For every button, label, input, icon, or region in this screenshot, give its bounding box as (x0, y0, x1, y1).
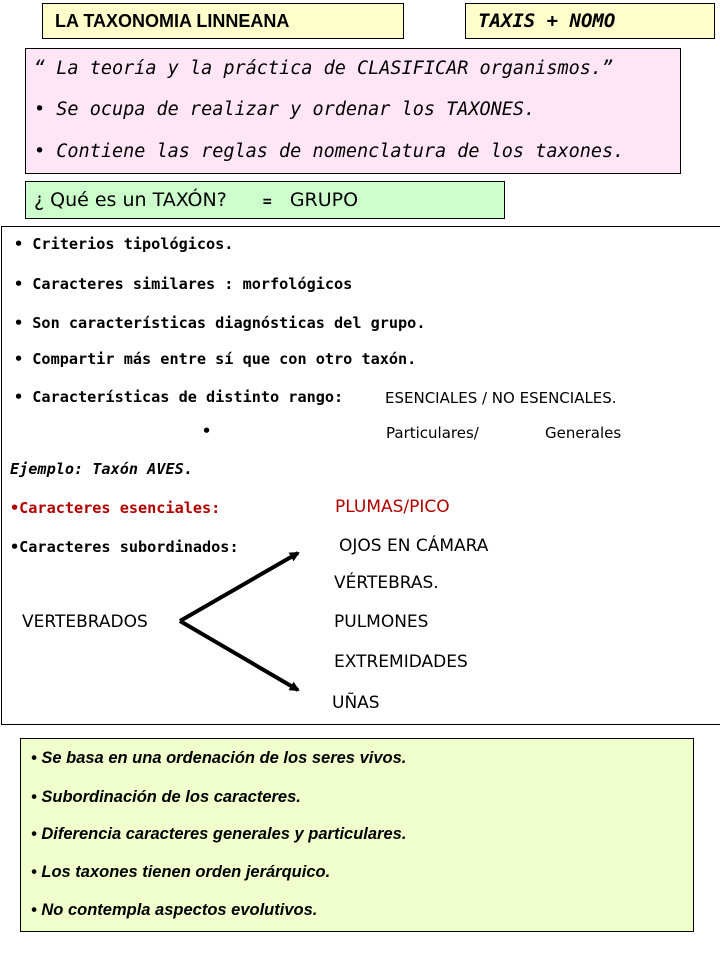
definition-line: • Se ocupa de realizar y ordenar los TAXONES. (34, 99, 536, 120)
summary-item: • Se basa en una ordenación de los seres vivos. (31, 749, 407, 767)
equals-sign: = (262, 192, 272, 210)
criteria-item: • Son características diagnósticas del grupo. (14, 314, 426, 332)
subordinate-label: •Caracteres subordinados: (10, 538, 239, 556)
question-text: ¿ Qué es un TAXÓN? (34, 189, 227, 211)
rank-values: ESENCIALES / NO ESENCIALES. (385, 389, 617, 407)
question-answer: GRUPO (289, 189, 359, 211)
arrow-down (180, 621, 298, 690)
criteria-item: • Compartir más entre sí que con otro taxón. (14, 350, 417, 368)
summary-box (20, 738, 694, 932)
generales-label: Generales (545, 424, 622, 442)
essential-value: PLUMAS/PICO (335, 497, 450, 517)
subordinate-value: OJOS EN CÁMARA (339, 536, 489, 556)
subordinate-value: EXTREMIDADES (334, 652, 468, 672)
subordinate-value: UÑAS (332, 693, 380, 713)
summary-item: • Los taxones tienen orden jerárquico. (31, 863, 331, 881)
summary-item: • Subordinación de los caracteres. (31, 788, 301, 806)
definition-line: • Contiene las reglas de nomenclatura de los taxones. (34, 141, 625, 162)
essential-label: •Caracteres esenciales: (10, 499, 221, 517)
etymology-text: TAXIS + NOMO (478, 10, 616, 32)
definition-line: “ La teoría y la práctica de CLASIFICAR organismos.” (34, 58, 614, 79)
subordinate-value: VÉRTEBRAS. (334, 573, 439, 593)
criteria-item: • Características de distinto rango: (14, 388, 344, 406)
arrow-up (180, 553, 298, 621)
page-title: LA TAXONOMIA LINNEANA (55, 11, 290, 31)
summary-item: • No contempla aspectos evolutivos. (31, 901, 318, 919)
particulares-label: Particulares/ (386, 424, 479, 442)
sub-bullet: • (202, 422, 212, 440)
criteria-item: • Criterios tipológicos. (14, 235, 234, 253)
subordinate-value: PULMONES (334, 612, 429, 632)
group-label: VERTEBRADOS (22, 612, 148, 632)
summary-item: • Diferencia caracteres generales y particulares. (31, 825, 407, 843)
example-heading: Ejemplo: Taxón AVES. (10, 460, 193, 478)
criteria-item: • Caracteres similares : morfológicos (14, 275, 353, 293)
